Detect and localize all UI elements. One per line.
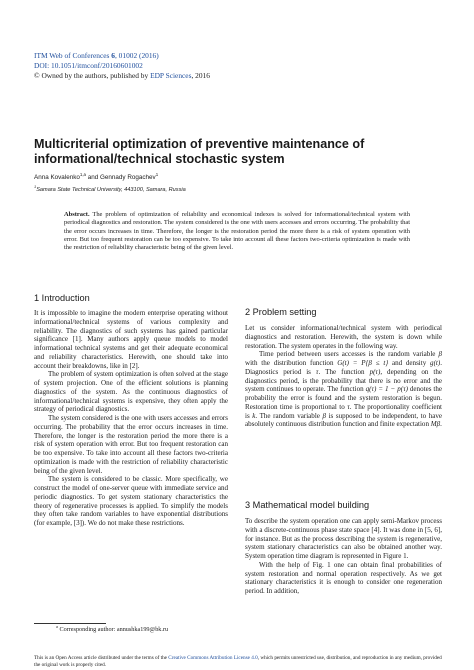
journal-citation	[34, 51, 159, 60]
intro-paragraph-2: The problem of system optimization is often solved at the stage of system projection. One of the efficient solutions is planning diagnostics of the system. As the continuous diagnostics of informational/technical systems is expensive, they often apply the strategy of periodical diagnostics.	[34, 370, 228, 414]
math-tau: τ	[315, 367, 319, 376]
intro-paragraph-4: The system is considered to be classic. More specifically, we construct the model of one-server queue with immediate service and periodic diagnostics. To get system stationary characteristics the theory of regenerative processes is applied. To simplify the models they often take random variables to have exponential distributions (for example, [3]). We do not make these restrictions.	[34, 475, 228, 527]
license-link[interactable]: Creative Commons Attribution License 4.0	[168, 655, 258, 661]
affiliation	[34, 184, 186, 193]
intro-paragraph-1: It is impossible to imagine the modern enterprise operating without informational/technical systems of various complexity and reliability. The diagnostics of such systems has gained particular significance [1]. Many authors apply queue models to model informational technical systems and get their adequate economical and reliability characteristics. Herewith, one should take into account their breakdowns, like in [2].	[34, 309, 228, 370]
author-2-sup: 1	[155, 171, 159, 177]
section-1-heading: 1 Introduction	[34, 293, 90, 303]
math-beta: β	[438, 350, 442, 359]
copyright-prefix: © Owned by the authors, published by	[34, 71, 151, 80]
copyright-suffix: , 2016	[191, 71, 210, 80]
footnote-sup: a	[56, 623, 58, 629]
footnote-text: Corresponding author: annushka199@bk.ru	[57, 626, 169, 633]
text-fragment: and density	[388, 359, 431, 367]
author-2: and Gennady Rogachev	[86, 174, 156, 181]
math-Mbeta: Mβ	[430, 420, 441, 429]
publisher-link[interactable]: EDP Sciences	[150, 71, 192, 80]
right-column	[245, 324, 442, 429]
section-3-heading: 3 Mathematical model building	[245, 500, 370, 510]
author-line	[34, 171, 159, 181]
journal-volume: 6	[111, 51, 115, 60]
license-suffix: , which permits unrestricted use, distribution, and reproduction in any medium, provided the original work is properly cited.	[34, 655, 442, 668]
text-fragment: . The proportionality coefficient is	[245, 402, 442, 420]
left-column	[34, 309, 228, 528]
text-fragment: . Diagnostics period is	[245, 359, 442, 376]
copyright-line	[34, 71, 210, 80]
math-tau: τ	[347, 402, 350, 411]
text-fragment: Time period between users accesses is the random variable	[259, 350, 439, 359]
setting-paragraph-1: Let us consider informational/technical system with periodical diagnostics and restoration. Herewith, the system is down while restoration. The system operates in the following way.	[245, 324, 442, 350]
section-3-body	[245, 517, 442, 596]
abstract-text: The problem of optimization of reliability and economical indexes is solved for informational/technical system with periodical diagnostics and restoration. The system considered is the one with users accesses and errors occurring. The probability that the error occurs increases in time. Therefore, the longer is the restoration period the more there is a risk of system operation with error. But too frequent restoration can be too expensive. To take into account all these factors two-criteria optimization is made with the restriction of reliability characteristic being of the given level.	[64, 211, 410, 252]
text-fragment: . The random variable	[255, 411, 323, 420]
math-q: q(τ) = 1 − p(τ)	[365, 385, 408, 394]
journal-name: ITM Web of Conferences	[34, 51, 110, 60]
author-1-sup: 1,a	[79, 171, 87, 177]
author-1: Anna Kovalenko	[34, 174, 80, 181]
abstract	[64, 211, 410, 253]
model-paragraph-2: With the help of Fig. 1 one can obtain final probabilities of system restoration and normal operation respectively. As we get stationary characteristics it is enough to consider one regeneration period. In addition,	[245, 560, 442, 595]
text-fragment: .	[440, 420, 442, 429]
abstract-label: Abstract.	[64, 211, 90, 218]
license-notice	[34, 655, 444, 668]
affiliation-text: Samara State Technical University, 443100, Samara, Russia	[36, 187, 186, 193]
model-paragraph-1: To describe the system operation one can apply semi-Markov process with a discrete-continuous phase state space [4]. It was done in [5, 6], for instance. But as the process describing the system is regenerative, system stationary characteristics can also be obtained another way. System operation time diagram is represented in Figure 1.	[245, 517, 442, 560]
section-2-heading: 2 Problem setting	[245, 307, 317, 317]
math-g: g(t)	[430, 359, 441, 367]
setting-paragraph-2	[245, 350, 442, 429]
doi-link[interactable]: DOI: 10.1051/itmconf/20160601002	[34, 61, 143, 70]
license-prefix: This is an Open Access article distributed under the terms of the	[34, 655, 169, 661]
text-fragment: denotes the probability the error is found and the system restoration is begun. Restoration time is proportional to	[245, 385, 442, 411]
footnote	[56, 623, 169, 633]
footnote-rule	[34, 623, 106, 624]
text-fragment: , depending on the diagnostics period, is the probability that there is no error and the system continues to operate. The function	[245, 367, 442, 394]
text-fragment: with the distribution function	[245, 359, 338, 367]
paper-title: Multicriterial optimization of preventive maintenance of informational/technical stochastic system	[34, 137, 365, 166]
intro-paragraph-3: The system considered is the one with users accesses and errors occurring. The probability that the error occurs increases in time. Therefore, the longer is the restoration period the more there is a risk of system operation with error. But too frequent restoration can be too expensive. To take into account all these factors two-criteria optimization is made with the restriction of reliability characteristic being of the given level.	[34, 414, 228, 475]
text-fragment: . The function	[318, 367, 370, 376]
math-p: p(τ)	[369, 367, 381, 376]
math-k: k	[252, 411, 256, 420]
affiliation-sup: 1	[34, 184, 37, 190]
journal-issue: , 01002 (2016)	[114, 51, 159, 60]
text-fragment: is supposed to be independent, to have absolutely continuous distribution function and finite expectation	[245, 411, 442, 429]
math-G: G(t) = P{β ≤ t}	[337, 359, 389, 367]
math-beta: β	[322, 411, 326, 420]
